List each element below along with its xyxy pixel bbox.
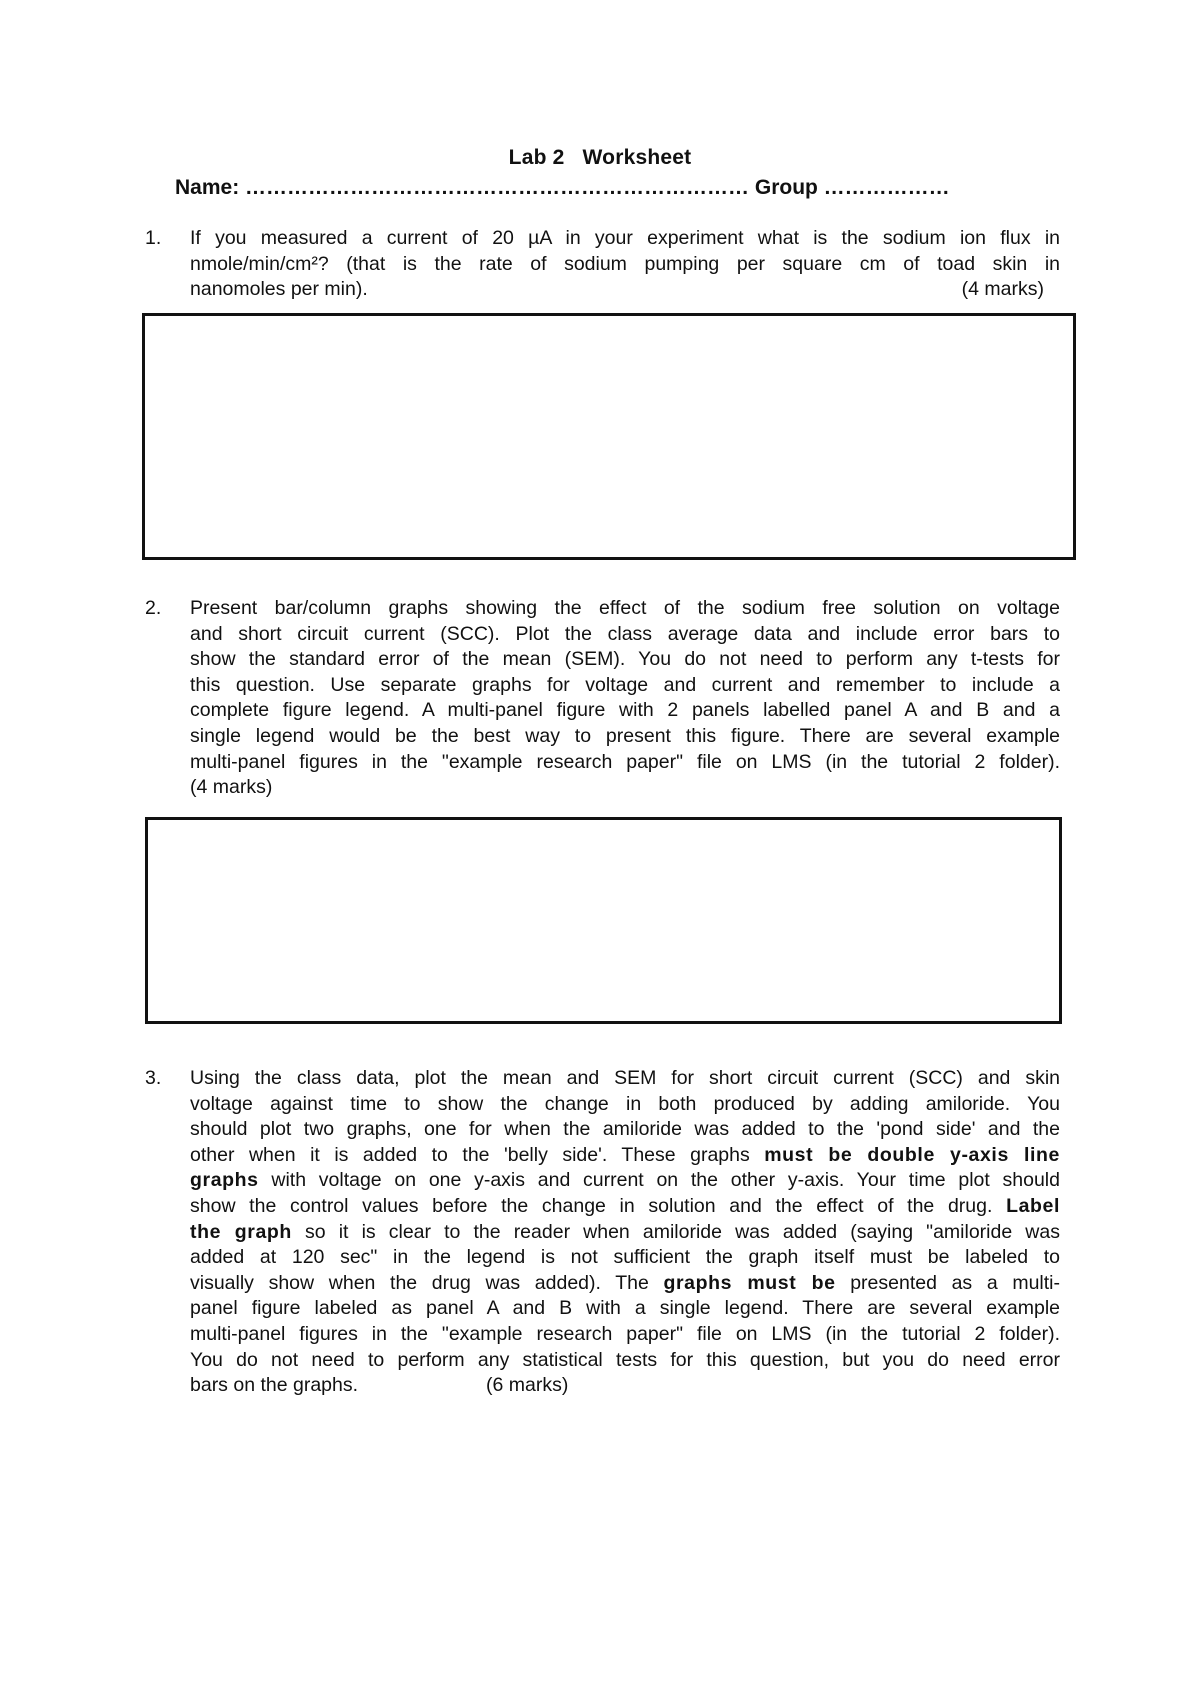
- answer-box-1[interactable]: [142, 313, 1076, 560]
- text-fragment: show the control values before the change in solution and the effect of the drug.: [190, 1194, 1007, 1217]
- question-number: 2.: [145, 597, 162, 619]
- text-line: should plot two graphs, one for when the amiloride was added to the 'pond side' and the: [190, 1118, 1060, 1141]
- marks-label: (4 marks): [961, 278, 1044, 301]
- text-line: complete figure legend. A multi-panel figure with 2 panels labelled panel A and B and a: [190, 699, 1060, 722]
- marks-label: (4 marks): [190, 776, 273, 799]
- text-line: panel figure labeled as panel A and B with a single legend. There are several example: [190, 1297, 1060, 1320]
- text-line: [190, 1220, 1060, 1246]
- text-line: Present bar/column graphs showing the effect of the sodium free solution on voltage: [190, 597, 1060, 619]
- name-group-line: Name: ……………………………………………………………… Group ………………: [175, 176, 950, 199]
- title-lab: Lab 2: [508, 146, 565, 169]
- text-line: [190, 1168, 1060, 1194]
- text-fragment: bars on the graphs.: [190, 1374, 359, 1397]
- text-line: [190, 277, 1060, 303]
- question-number: 3.: [145, 1067, 162, 1089]
- answer-box-2[interactable]: [145, 817, 1062, 1024]
- bold-text: graphs: [190, 1169, 259, 1192]
- text-fragment: nanomoles per min).: [190, 278, 368, 301]
- text-line: [190, 1373, 1060, 1399]
- bold-text: the graph: [190, 1220, 292, 1243]
- bold-text: graphs must be: [663, 1271, 836, 1294]
- text-line: show the standard error of the mean (SEM). You do not need to perform any t-tests for: [190, 648, 1060, 671]
- question-2: [145, 596, 1060, 801]
- question-text: [190, 1066, 1060, 1399]
- text-line: multi-panel figures in the "example research paper" file on LMS (in the tutorial 2 folder).: [190, 750, 1060, 773]
- text-fragment: other when it is added to the 'belly side'. These graphs: [190, 1143, 765, 1166]
- question-number: 1.: [145, 227, 162, 249]
- bold-text: Label: [1006, 1194, 1060, 1217]
- text-line: If you measured a current of 20 µA in your experiment what is the sodium ion flux in: [190, 227, 1060, 249]
- text-line: added at 120 sec" in the legend is not sufficient the graph itself must be labeled to: [190, 1246, 1060, 1269]
- text-fragment: visually show when the drug was added). The: [190, 1271, 664, 1294]
- text-line: multi-panel figures in the "example research paper" file on LMS (in the tutorial 2 folder).: [190, 1322, 1060, 1345]
- text-line: [190, 1194, 1060, 1220]
- text-line: You do not need to perform any statistical tests for this question, but you do need error: [190, 1348, 1060, 1371]
- text-line: voltage against time to show the change in both produced by adding amiloride. You: [190, 1092, 1060, 1115]
- question-1: [145, 226, 1060, 303]
- text-line: this question. Use separate graphs for voltage and current and remember to include a: [190, 673, 1060, 696]
- text-fragment: with voltage on one y-axis and current on the other y-axis. Your time plot should: [258, 1169, 1060, 1192]
- bold-text: must be double y-axis line: [764, 1143, 1060, 1166]
- text-line: Using the class data, plot the mean and SEM for short circuit current (SCC) and skin: [190, 1067, 1060, 1089]
- page-title: [0, 146, 1200, 170]
- text-line: nmole/min/cm²? (that is the rate of sodium pumping per square cm of toad skin in: [190, 252, 1060, 275]
- question-text: [190, 596, 1060, 801]
- text-line: and short circuit current (SCC). Plot the class average data and include error bars to: [190, 622, 1060, 645]
- title-worksheet: Worksheet: [582, 146, 692, 169]
- text-line: [190, 1271, 1060, 1297]
- text-fragment: presented as a multi-: [835, 1271, 1060, 1294]
- question-text: [190, 226, 1060, 303]
- text-fragment: so it is clear to the reader when amiloride was added (saying "amiloride was: [291, 1220, 1060, 1243]
- question-3: [145, 1066, 1060, 1399]
- text-line: single legend would be the best way to present this figure. There are several example: [190, 724, 1060, 747]
- marks-label: (6 marks): [486, 1374, 569, 1397]
- text-line: [190, 1143, 1060, 1169]
